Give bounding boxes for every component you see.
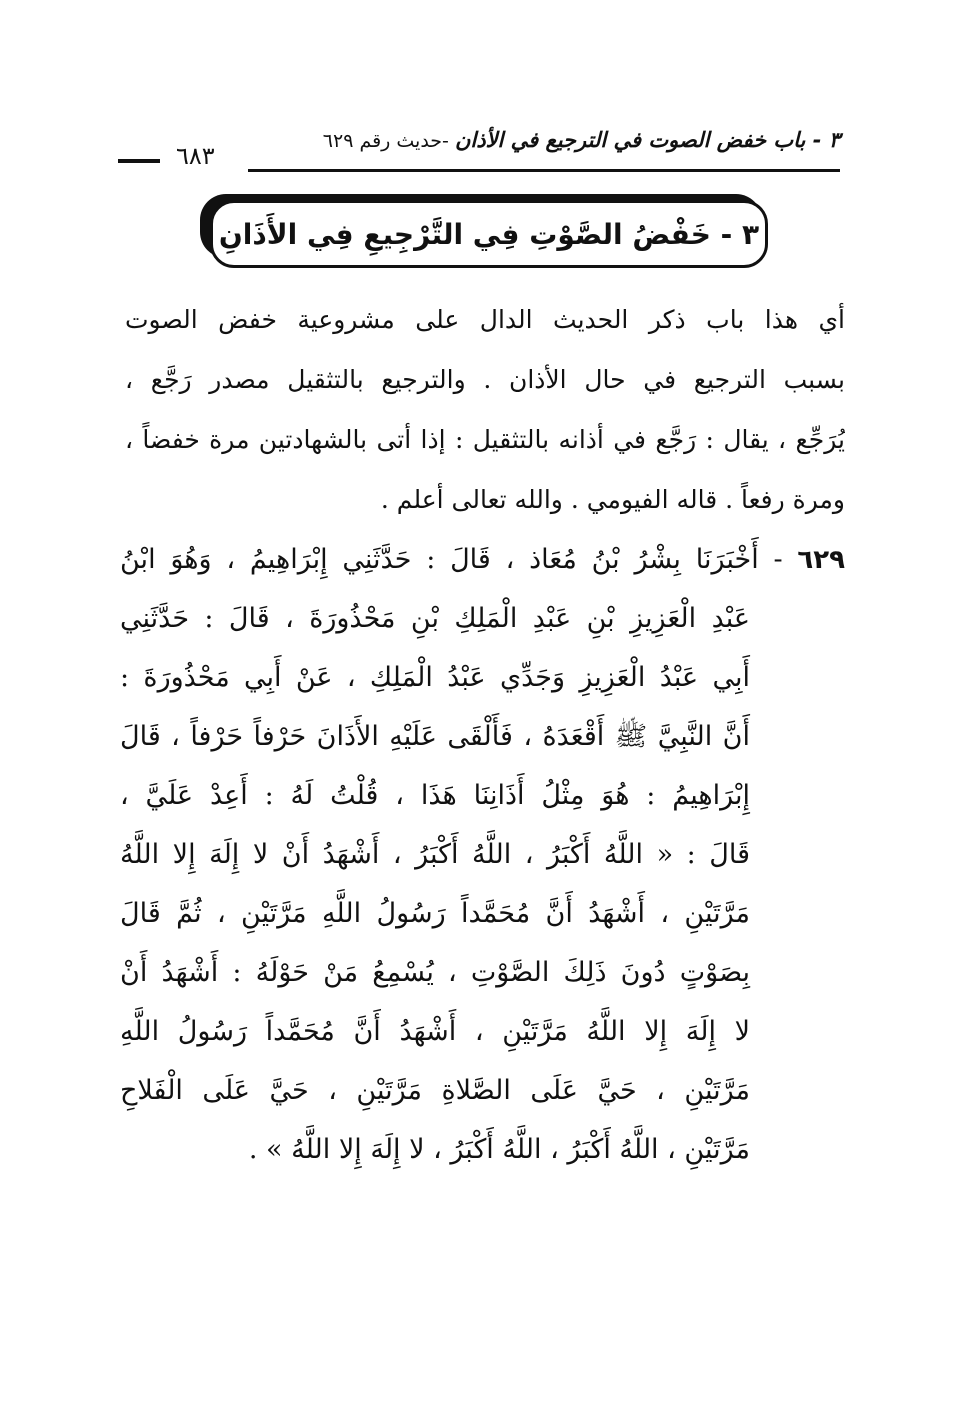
- hadith-line: إِبْرَاهِيمُ : هُوَ مِثْلُ أَذَانِنَا هَذَا ، قُلْتُ لَهُ : أَعِدْ عَلَيَّ ،: [120, 780, 750, 811]
- hadith-block: [120, 530, 845, 1179]
- hadith-line: بِصَوْتٍ دُونَ ذَلِكَ الصَّوْتِ ، يُسْمِعُ مَنْ حَوْلَهُ : أَشْهَدُ أَنْ: [120, 957, 750, 988]
- page-number: ٦٨٣: [176, 142, 215, 170]
- page-number-dash: [118, 159, 160, 163]
- hadith-line: لا إِلَهَ إِلا اللَّهُ مَرَّتَيْنِ ، أَشْهَدُ أَنَّ مُحَمَّداً رَسُولُ اللَّهِ: [120, 1016, 750, 1047]
- chapter-title: ٣ - خَفْضُ الصَّوْتِ فِي التَّرْجِيعِ فِي الأَذَانِ: [218, 217, 760, 251]
- hadith-line: قَالَ : « اللَّهُ أَكْبَرُ ، اللَّهُ أَكْبَرُ ، أَشْهَدُ أَنْ لا إِلَهَ إِلا اللَّهُ: [120, 839, 750, 870]
- hadith-line: أَنَّ النَّبِيَّ ﷺ أَقْعَدَهُ ، فَأَلْقَى عَلَيْهِ الأَذَانَ حَرْفاً حَرْفاً ، قَالَ: [120, 721, 750, 752]
- intro-line: بسبب الترجيع في حال الأذان . والترجيع بالتثقيل مصدر رَجَّع ،: [125, 365, 845, 394]
- hadith-line: مَرَّتَيْنِ ، أَشْهَدُ أَنَّ مُحَمَّداً رَسُولُ اللَّهِ مَرَّتَيْنِ ، ثُمَّ قَالَ: [120, 898, 750, 929]
- hadith-line: عَبْدِ الْعَزِيزِ بْنِ عَبْدِ الْمَلِكِ بْنِ مَحْذُورَةَ ، قَالَ : حَدَّثَنِي: [120, 603, 750, 634]
- running-title: [323, 128, 840, 152]
- header-rule: [248, 169, 840, 172]
- chapter-title-frame: [200, 194, 772, 270]
- hadith-reference: -حديث رقم ٦٢٩: [322, 130, 455, 152]
- hadith-number: ٦٢٩: [797, 545, 845, 575]
- intro-line: ومرة رفعاً . قاله الفيومي . والله تعالى أعلم .: [380, 485, 845, 514]
- intro-line: يُرَجِّع ، يقال : رَجَّع في أذانه بالتثقيل : إذا أتى بالشهادتين مرة خفضاً ،: [125, 425, 845, 454]
- running-header: [118, 128, 840, 172]
- frame-box: [210, 200, 768, 268]
- intro-paragraph: [125, 290, 845, 530]
- hadith-line: أَبِي عَبْدُ الْعَزِيزِ وَجَدِّي عَبْدُ الْمَلِكِ ، عَنْ أَبِي مَحْذُورَةَ :: [120, 662, 750, 693]
- hadith-line: مَرَّتَيْنِ ، اللَّهُ أَكْبَرُ ، اللَّهُ أَكْبَرُ ، لا إِلَهَ إِلا اللَّهُ » .: [248, 1134, 750, 1165]
- intro-line: أي هذا باب ذكر الحديث الدال على مشروعية خفض الصوت: [125, 305, 845, 334]
- hadith-line: مَرَّتَيْنِ ، حَيَّ عَلَى الصَّلاةِ مَرَّتَيْنِ ، حَيَّ عَلَى الْفَلاحِ: [120, 1075, 750, 1106]
- hadith-first-line-text: - أَخْبَرَنَا بِشْرُ بْنُ مُعَاذ ، قَالَ : حَدَّثَنِي إِبْرَاهِيمُ ، وَهُوَ ابْنُ: [120, 544, 798, 575]
- hadith-first-line: [120, 530, 845, 589]
- running-title-text: ٣ - باب خفض الصوت في الترجيع في الأذان: [454, 128, 840, 152]
